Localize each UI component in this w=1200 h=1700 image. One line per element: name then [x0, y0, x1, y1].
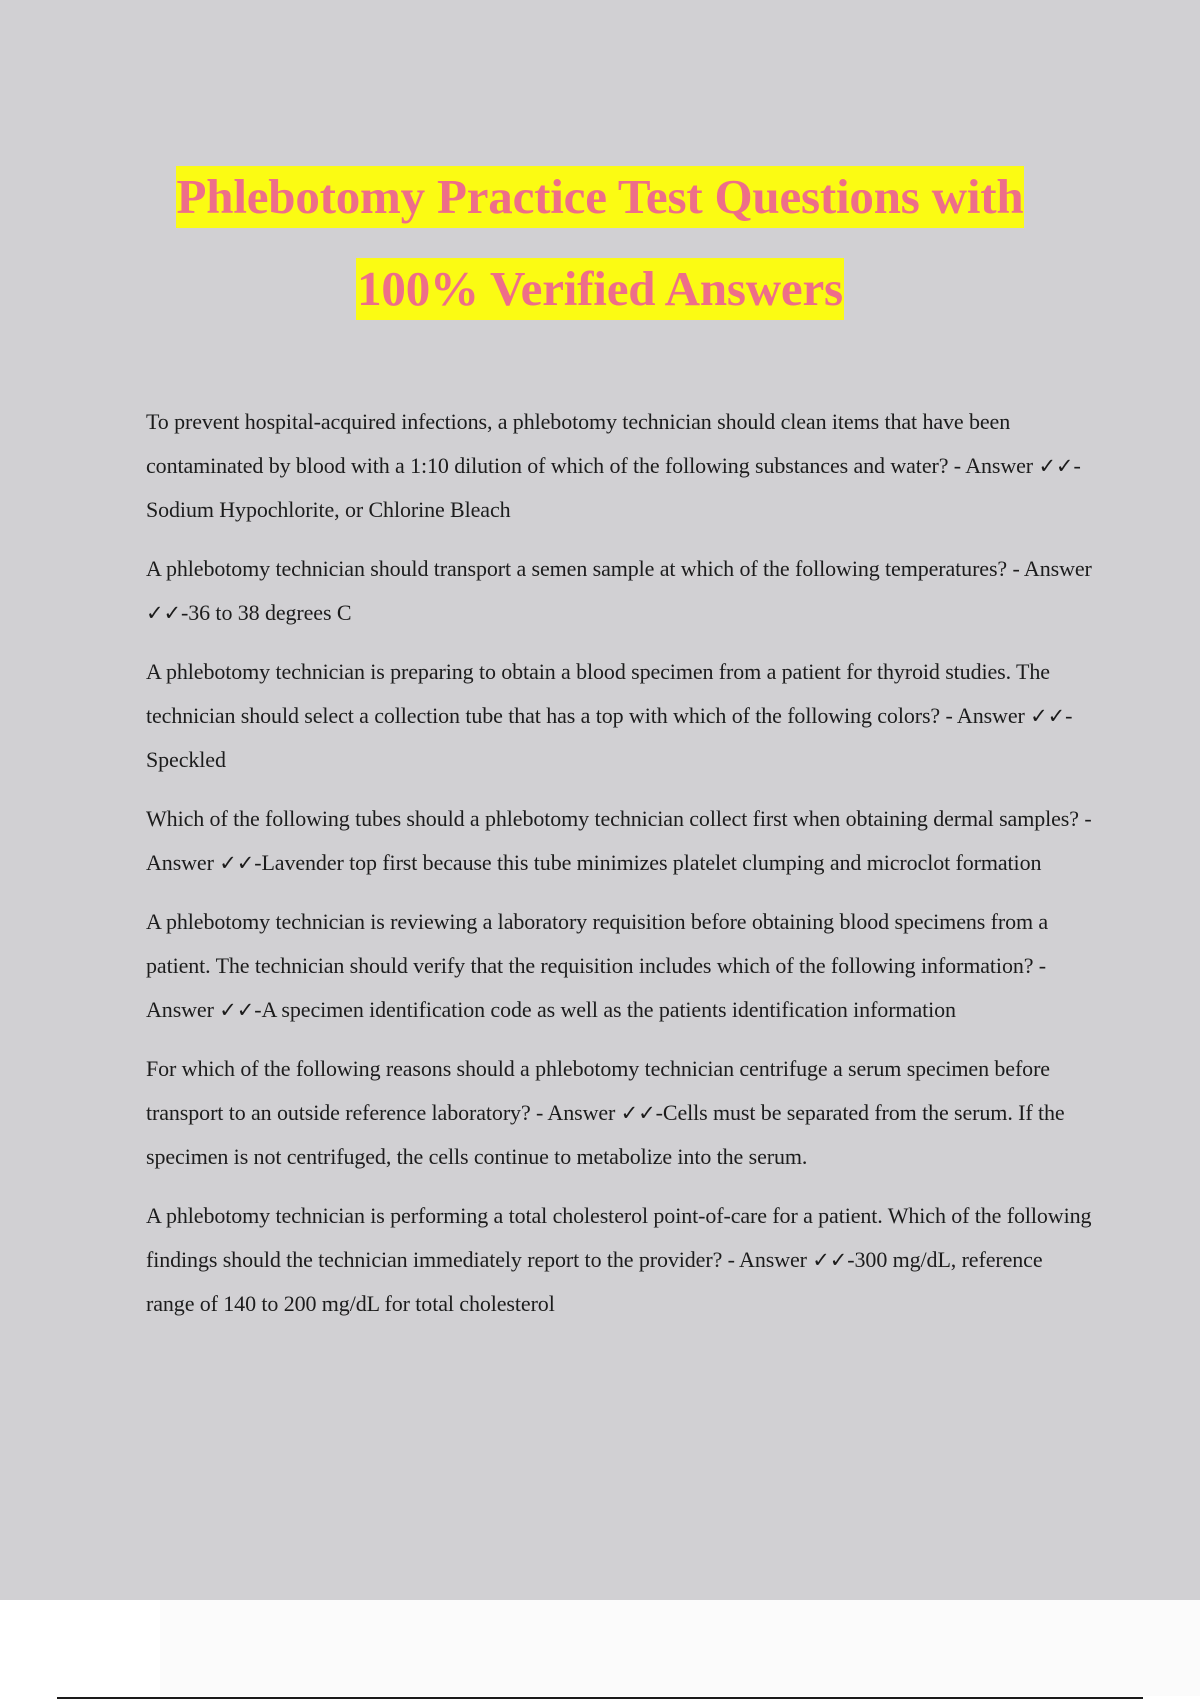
check-icon: ✓✓ [219, 851, 255, 875]
question-text: For which of the following reasons should a phlebotomy technician centrifuge a serum specimen before transport to an outside reference laboratory? [146, 1056, 1050, 1125]
answer-text: -36 to 38 degrees C [181, 600, 352, 625]
title-line-2: 100% Verified Answers [356, 258, 844, 320]
question-text: To prevent hospital-acquired infections, a phlebotomy technician should clean items that have been contaminated by blood with a 1:10 dilution of which of the following substances and water? [146, 409, 1011, 478]
answer-prefix: - Answer [940, 703, 1031, 728]
answer-prefix: - Answer [722, 1247, 813, 1272]
question-item [146, 650, 1096, 782]
question-item [146, 797, 1096, 885]
page-footer-area [160, 1600, 1200, 1696]
check-icon: ✓✓ [146, 601, 181, 625]
answer-prefix: - Answer [948, 453, 1039, 478]
question-list [146, 400, 1096, 1341]
document-title [0, 163, 1200, 347]
question-text: Which of the following tubes should a phlebotomy technician collect first when obtaining dermal samples? [146, 806, 1079, 831]
answer-text: -Cells must be separated from the serum. If the specimen is not centrifuged, the cells continue to metabolize into the serum. [146, 1100, 1065, 1169]
question-text: A phlebotomy technician is preparing to obtain a blood specimen from a patient for thyroid studies. The technician should select a collection tube that has a top with which of the following colors? [146, 659, 1050, 728]
question-text: A phlebotomy technician is reviewing a laboratory requisition before obtaining blood specimens from a patient. The technician should verify that the requisition includes which of the following information? [146, 909, 1049, 978]
answer-prefix: - Answer [1007, 556, 1092, 581]
answer-text: -Speckled [146, 703, 1073, 772]
check-icon: ✓✓ [620, 1101, 656, 1125]
footer-divider [57, 1697, 1143, 1699]
check-icon: ✓✓ [812, 1248, 848, 1272]
check-icon: ✓✓ [1030, 704, 1066, 728]
question-item [146, 900, 1096, 1032]
answer-text: -Lavender top first because this tube minimizes platelet clumping and microclot formation [254, 850, 1042, 875]
question-item [146, 547, 1096, 635]
question-text: A phlebotomy technician should transport a semen sample at which of the following temperatures? [146, 556, 1008, 581]
answer-prefix: - Answer [146, 953, 1047, 1022]
answer-prefix: - Answer [146, 806, 1092, 875]
check-icon: ✓✓ [1038, 454, 1074, 478]
answer-text: -Sodium Hypochlorite, or Chlorine Bleach [146, 453, 1081, 522]
answer-text: -300 mg/dL, reference range of 140 to 200 mg/dL for total cholesterol [146, 1247, 1043, 1316]
question-item [146, 1047, 1096, 1179]
answer-prefix: - Answer [530, 1100, 621, 1125]
check-icon: ✓✓ [219, 998, 255, 1022]
question-item [146, 400, 1096, 532]
title-line-1: Phlebotomy Practice Test Questions with [176, 166, 1025, 228]
answer-text: -A specimen identification code as well as the patients identification information [254, 997, 956, 1022]
question-text: A phlebotomy technician is performing a total cholesterol point-of-care for a patient. Which of the following findings should the technician immediately report to the provider? [146, 1203, 1092, 1272]
question-item [146, 1194, 1096, 1326]
